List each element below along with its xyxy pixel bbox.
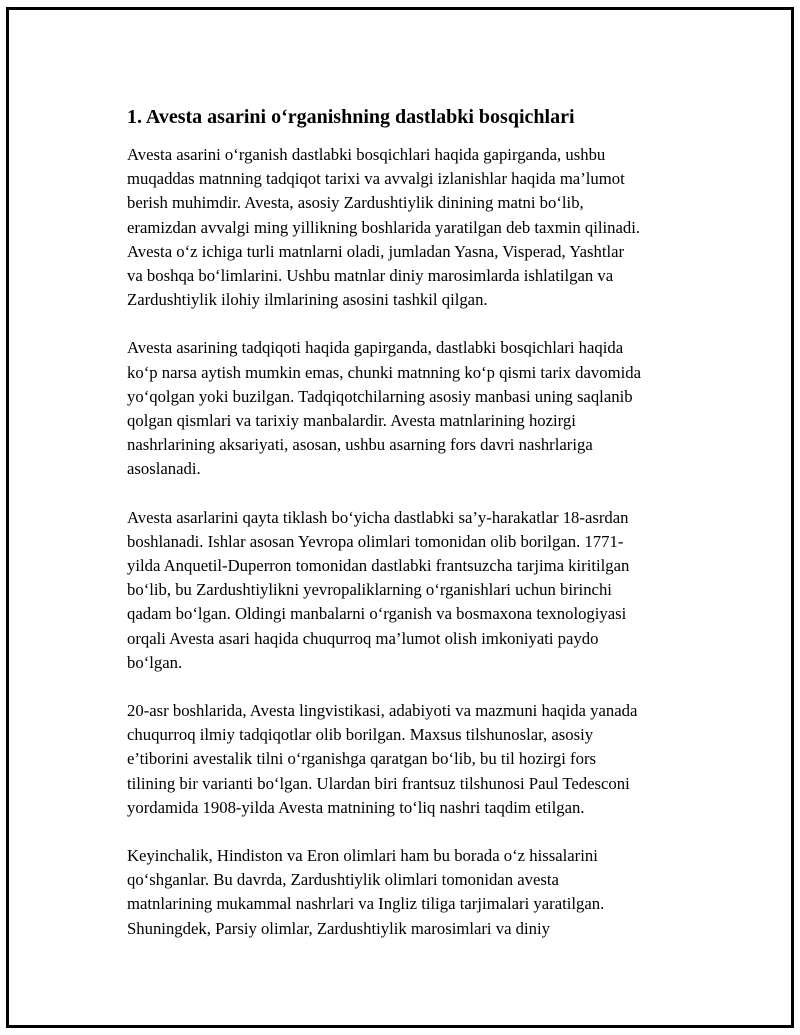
text-line: qadam bo‘lgan. Oldingi manbalarni o‘rganish va bosmaxona texnologiyasi	[127, 604, 627, 624]
text-line: bo‘lgan.	[127, 652, 183, 672]
text-line: orqali Avesta asari haqida chuqurroq ma’lumot olish imkoniyati paydo	[127, 628, 599, 648]
text-line: bo‘lib, bu Zardushtiylikni yevropaliklarning o‘rganishlari uchun birinchi	[127, 580, 612, 600]
text-line: yilda Anquetil-Duperron tomonidan dastlabki frantsuzcha tarjima kiritilgan	[127, 556, 630, 576]
text-line: qolgan qismlari va tarixiy manbalardir. Avesta matnlarining hozirgi	[127, 411, 576, 431]
paragraph-5	[127, 844, 717, 941]
text-line: Avesta asarini o‘rganish dastlabki bosqichlari haqida gapirganda, ushbu	[127, 145, 606, 164]
text-line: Avesta asarining tadqiqoti haqida gapirganda, dastlabki bosqichlari haqida	[127, 338, 624, 358]
text-line: berish muhimdir. Avesta, asosiy Zardushtiylik dinining matni bo‘lib,	[127, 193, 584, 213]
paragraph-2	[127, 336, 717, 481]
text-line: muqaddas matnning tadqiqot tarixi va avvalgi izlanishlar haqida ma’lumot	[127, 169, 625, 189]
text-line: Zardushtiylik ilohiy ilmlarining asosini tashkil qilgan.	[127, 290, 488, 310]
text-line: matnlarining mukammal nashrlari va Ingliz tiliga tarjimalari yaratilgan.	[127, 894, 605, 914]
document-body	[127, 103, 717, 965]
text-line: Shuningdek, Parsiy olimlar, Zardushtiylik marosimlari va diniy	[127, 918, 550, 938]
text-line: e’tiborini avestalik tilni o‘rganishga qaratgan bo‘lib, bu til hozirgi fors	[127, 749, 597, 769]
text-line: yordamida 1908-yilda Avesta matnining to‘liq nashri taqdim etilgan.	[127, 797, 585, 817]
text-line: 20-asr boshlarida, Avesta lingvistikasi, adabiyoti va mazmuni haqida yanada	[127, 701, 638, 721]
text-line: asoslanadi.	[127, 459, 201, 479]
text-line: boshlanadi. Ishlar asosan Yevropa olimlari tomonidan olib borilgan. 1771-	[127, 531, 624, 551]
text-line: eramizdan avvalgi ming yillikning boshlarida yaratilgan deb taxmin qilinadi.	[127, 217, 641, 237]
page-frame	[6, 7, 794, 1028]
paragraph-4	[127, 699, 717, 820]
text-line: chuqurroq ilmiy tadqiqotlar olib borilgan. Maxsus tilshunoslar, asosiy	[127, 725, 594, 745]
text-line: Avesta o‘z ichiga turli matnlarni oladi, jumladan Yasna, Visperad, Yashtlar	[127, 241, 625, 261]
text-line: Keyinchalik, Hindiston va Eron olimlari ham bu borada o‘z hissalarini	[127, 846, 598, 866]
paragraph-3	[127, 506, 717, 675]
text-line: tilining bir varianti bo‘lgan. Ulardan biri frantsuz tilshunosi Paul Tedesconi	[127, 773, 630, 793]
text-line: va boshqa bo‘limlarini. Ushbu matnlar diniy marosimlarda ishlatilgan va	[127, 266, 614, 286]
section-heading: 1. Avesta asarini o‘rganishning dastlabki bosqichlari	[127, 106, 575, 128]
paragraph-1	[127, 143, 717, 312]
text-line: nashrlarining aksariyati, asosan, ushbu asarning fors davri nashrlariga	[127, 435, 593, 455]
text-line: qo‘shganlar. Bu davrda, Zardushtiylik olimlari tomonidan avesta	[127, 870, 559, 890]
text-line: ko‘p narsa aytish mumkin emas, chunki matnning ko‘p qismi tarix davomida	[127, 362, 641, 382]
text-line: Avesta asarlarini qayta tiklash bo‘yicha dastlabki sa’y-harakatlar 18-asrdan	[127, 507, 629, 527]
text-line: yo‘qolgan yoki buzilgan. Tadqiqotchilarning asosiy manbasi uning saqlanib	[127, 386, 633, 406]
